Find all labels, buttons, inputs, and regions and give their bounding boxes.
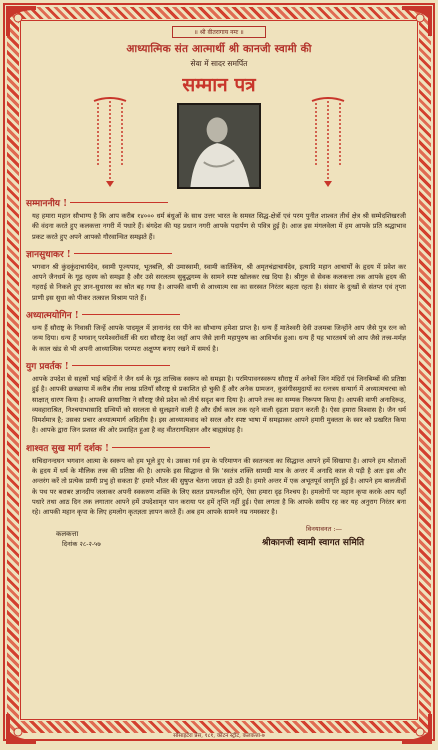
document-title: सम्मान पत्र (182, 74, 256, 96)
citation-content (26, 22, 412, 570)
heading-rule (82, 314, 180, 315)
corner-ornament-icon (400, 712, 434, 746)
section-2 (26, 308, 412, 354)
section-heading: युग प्रवर्तक ! (26, 361, 69, 372)
garland-ornament-icon (310, 97, 346, 187)
garland-ornament-icon (92, 97, 128, 187)
date-label: दिनांक २८-२-५७ (62, 539, 101, 548)
heading-rule (70, 202, 168, 203)
section-paragraph: आपके उपदेश से सहस्रों भाई बहिनों ने जैन धर्म के गूढ़ तात्त्विक स्वरूप को समझा है। परमिपावनस्वरूप सौराष्ट्र में अनेकों जिन मंदिरों एवं जिनबिम्बों की प्रतिष्ठा हुई है। आपकी छत्रछाया में करीब तीस लाख प्रतियाँ सौराष्ट्र से प्रकाशित हो चुकी हैं और अनेक ग्रामजन, कुसंगीसमुदायों का रत्नत्रय सन्मार्ग में अध्यात्मचरचा को साक्षात् धारण किया है। आपकी छायानिष्ठा ने सौराष्ट्र जैसे प्रदेश को तीर्थ सदृश बना दिया है। आपने तत्त्व का सम्यक निरूपण किया है। आपकी वाणी अनादिरूढ़, व्यवहाराश्रित, निश्चयाभासादि ग्रन्थियों को सरलता से सुलझाने वाली है और दीर्घ काल तक रहने वाली दृढ़ता प्रदान करती है। ऐसा हमारा विश्वास है। जैन धर्म विमर्शमात्र है; उसका प्रचार अध्यात्ममार्ग अदितीय है। इस आध्यात्मवाद को सरल और स्पष्ट भाषा में समझाकर आपने हमारी मुक्तता के स्वर को प्रखरित किया है। आपके द्वारा जिन प्रशस्त की ओर प्रवाहित हुआ है वह वीतरागविज्ञान और बाह्यसंग्रह है। (32, 374, 406, 435)
serve-line: सेवा में सादर समर्पित (190, 59, 248, 68)
signature-block (26, 524, 412, 570)
dedication-line: आध्यात्मिक संत आत्मार्थी श्री कानजी स्वामी की (126, 43, 312, 55)
corner-ornament-icon (4, 712, 38, 746)
section-heading: सम्माननीय ! (26, 199, 68, 209)
section-3 (26, 359, 412, 436)
section-paragraph: धन्य हैं सौराष्ट्र के निवासी जिन्हें आपके पादमूल में ज्ञानानंद रस पीने का सौभाग्य हमेशा प्राप्त है। धन्य हैं मातेश्वरी देवी उजमबा जिन्होंने आप जैसे पुत्र रत्न को जन्म दिया। धन्य हैं भगवान् परमेश्वरोंवर्ती की धरा सौराष्ट्र देश जहाँ आप जैसे ज्ञानी महापुरुष का आविर्भाव हुआ। धन्य हैं यह भारतवर्ष जो आप जैसे तत्त्व-मर्मज्ञ के काल खंड से भी अपनी आध्यात्मिक परम्परा अक्षुण्ण बनाए रखने में समर्थ है। (32, 324, 406, 353)
section-paragraph: सचिदानन्दघन भगवान आत्मा के स्वरूप को हम भूले हुए थे। उसका गर्व हम के परिमाणन की स्वतन्त्रता का सिद्धान्त आपने हमें सिखाया है। आपने हम श्रोताओं के हृदय में धर्म के मौलिक तत्त्व की प्रतिष्ठा की है। आपके इस सिद्धान्त से कि 'स्वतंत्र शक्ति सामग्री मात्र के अन्तर में अनादि काल से पड़ी है अतः इस और अन्तरंग करें तो प्रत्येक प्राणी प्रभु हो सकता है' हमारे भीतर की सुषुप्त चेतना जाग्रत हो उठी है। हमारे अन्तर में एक अभूतपूर्व जागृति हुई है। आपने हम बालजीवों के पथ पर बराबर ज्ञानदीप जलाकर अपनी स्वकरुण शक्ति के लिए सतत प्रयत्नशील रहेंगे, ऐसा हमारा दृढ़ निश्चय है। हमलोगों पर महान कृपा करके आप यहाँ पधारे तथा आठ दिन तक लगातार आपने हमें उपदेशामृत पान कराया पर हमें तृप्ति नहीं हुई। ऐसा लगता है कि आपके समीप रह कर यह अनुराग निरंतर बना रहे। आपकी महान कृपा के लिए हमलोग कृतज्ञता ज्ञापन करते हैं। अब हम आपके सामने नम्र नमस्कार है। (32, 456, 406, 517)
press-imprint: सोसाइटेरा प्रेस, १८१, कॉटन स्ट्रीट, कलकत्ता-७ (173, 733, 265, 739)
section-paragraph: यह हमारा महान सौभाग्य है कि आप करीब १४००० धर्म बंधुओं के साथ उत्तर भारत के समस्त सिद्ध-क्षेत्रों एवं परम पुनीत शाश्वत तीर्थ क्षेत्र श्री सम्मेदशिखरजी की वंदना करते हुए कलकत्ता नगरी में पधारे हैं। बंगदेश की यह प्रधान नगरी आपके पदार्पण से पवित्र हुई है। आज इस मंगलवेला में हम आपके प्रति श्रद्धाभाव प्रकट करते हुए अपने आपको गौरवान्वित समझते हैं। (32, 212, 406, 241)
heading-rule (112, 447, 210, 448)
portrait-row (26, 103, 412, 191)
invocation: ॥ श्री वीतरागाय नमः ॥ (172, 26, 266, 38)
humble-label: विनयावनत :— (306, 524, 343, 533)
portrait-photo (177, 103, 261, 189)
section-paragraph: भगवान श्री कुंदकुंदाचार्यदेव, स्वामी पूज्यपाद, भूतबलि, श्री उमास्वामी, स्वामी कार्तिकेय, श्री अमृतचंद्राचार्यदेव, इत्यादि महान आचार्यों के हृदय में प्रवेश कर आपने जैनधर्म के गूढ़ रहस्य को समझा है और उसे सरलतम सुबुद्धगम्य के सामने स्पष्ट खोलकर रख दिया है। श्रीगुरु से सेवक कलकत्ता तक आपके हृदय की गहराई से निकले हुए ज्ञान-सुधारस का स्रोत बह गया है। आपकी वाणी से आध्यात्म रस का सरस्वत निरंतर बहता रहता है। संसार के दुःखों से संतप्त एवं तृप्ता प्राणी इस सुधा को पीकर तत्काल विश्राम पाते हैं। (32, 262, 406, 302)
section-1 (26, 247, 412, 303)
section-0 (26, 196, 412, 242)
section-4 (26, 441, 412, 518)
section-heading: शाश्वत सुख मार्ग दर्शक ! (26, 443, 109, 454)
heading-rule (72, 365, 170, 366)
heading-rule (74, 253, 172, 254)
committee-name: श्रीकानजी स्वामी स्वागत समिति (262, 537, 365, 548)
section-heading: ज्ञानसुधाकर ! (26, 249, 71, 260)
section-heading: अध्यात्मयोगिन ! (26, 311, 79, 322)
place-label: कलकत्ता (56, 529, 79, 538)
